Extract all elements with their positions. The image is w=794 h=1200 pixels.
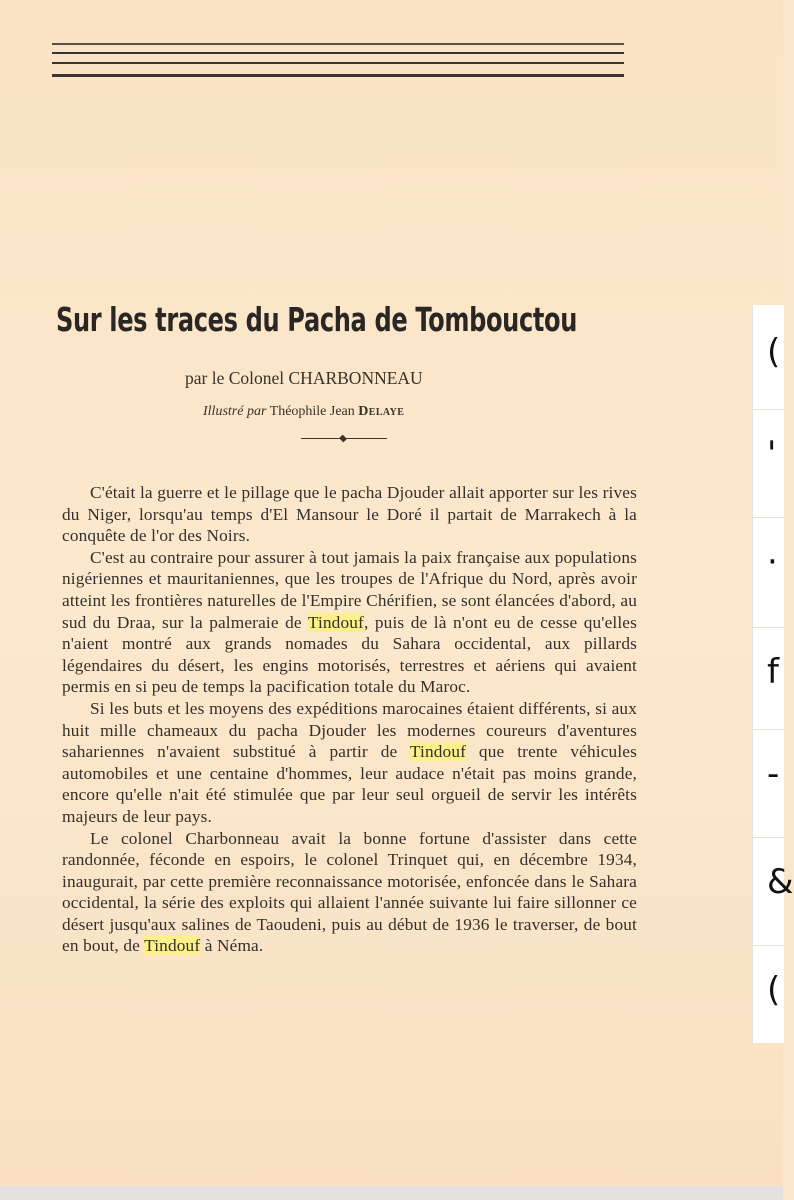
illustrator-first-name: Théophile Jean (269, 404, 355, 419)
panel-separator (753, 729, 784, 730)
panel-separator (753, 945, 784, 946)
bottom-bar (0, 1186, 783, 1200)
article-body (62, 482, 637, 957)
paragraph (62, 482, 637, 547)
cut-off-glyph: · (767, 542, 778, 582)
header-rule (52, 52, 624, 54)
panel-separator (753, 837, 784, 838)
text-run: C'était la guerre et le pillage que le pacha Djouder allait apporter sur les rives du Niger, lorsqu'au temps d'El Mansour le Doré il partait de Marrakech à la conquête de l'or des Noirs. (62, 483, 637, 546)
cut-off-glyph: ' (767, 434, 777, 474)
cut-off-glyph: f (767, 652, 779, 692)
highlighted-term: Tindouf (409, 742, 467, 762)
text-run: à Néma. (200, 936, 264, 956)
text-run: C'est au contraire pour assurer à tout jamais la paix française aux populations nigériennes et mauritaniennes, que les troupes de l'Afrique du Nord, après avoir atteint les frontières naturelles de l'Empire Chérifien, se sont élancées d'abord, au sud du Draa, sur la palmeraie de (62, 547, 637, 632)
paragraph (62, 698, 637, 828)
cut-off-glyph: - (767, 754, 780, 794)
ornament-divider (301, 438, 387, 439)
text-run: Si les buts et les moyens des expéditions marocaines étaient différents, si aux huit mille chameaux du pacha Djouder les modernes coureurs d'aventures sahariennes n'avaient substitué à partir de (62, 698, 637, 762)
article-title: Sur les traces du Pacha de Tombouctou (56, 300, 577, 339)
header-rule (52, 62, 624, 64)
adjacent-page-edge (752, 305, 794, 1043)
text-run: , puis de là n'ont eu de cesse qu'elles n'aient montré aux grands nomades du Sahara occidental, aux pillards légendaires du désert, les engins motorisés, terrestres et aériens qui avaient permis en si peu de temps la pacification totale du Maroc. (62, 612, 637, 697)
text-run: que trente véhicules automobiles et une centaine d'hommes, leur audace n'était pas moins grande, encore qu'elle n'ait été stimulée que par leur seul orgueil de servir les intérêts majeurs de leur pays. (62, 742, 637, 826)
paragraph (62, 547, 637, 698)
text-run: Le colonel Charbonneau avait la bonne fortune d'assister dans cette randonnée, féconde en espoirs, le colonel Trinquet qui, en décembre 1934, inaugurait, par cette première reconnaissance motorisée, enfoncée dans le Sahara occidental, la série des exploits qui allaient l'année suivante lui faire sillonner ce désert jusqu'aux salines de Taoudeni, puis au début de 1936 le traverser, de bout en bout, de (62, 828, 637, 956)
cut-off-glyph: ( (767, 332, 781, 372)
illustration-credit (203, 404, 404, 420)
illustrator-last-name: Delaye (358, 404, 405, 419)
cut-off-glyph: & (767, 862, 794, 902)
header-rule (52, 74, 624, 77)
ornament-diamond-icon (339, 435, 347, 443)
article-byline: par le Colonel CHARBONNEAU (185, 368, 423, 388)
highlighted-term: Tindouf (307, 612, 364, 632)
header-rule (52, 43, 624, 45)
paragraph (62, 828, 637, 958)
highlighted-term: Tindouf (144, 936, 201, 956)
panel-separator (753, 517, 784, 518)
cut-off-glyph: ( (767, 970, 781, 1010)
panel-separator (753, 627, 784, 628)
illustration-prefix: Illustré par (203, 404, 267, 419)
panel-separator (753, 409, 784, 410)
